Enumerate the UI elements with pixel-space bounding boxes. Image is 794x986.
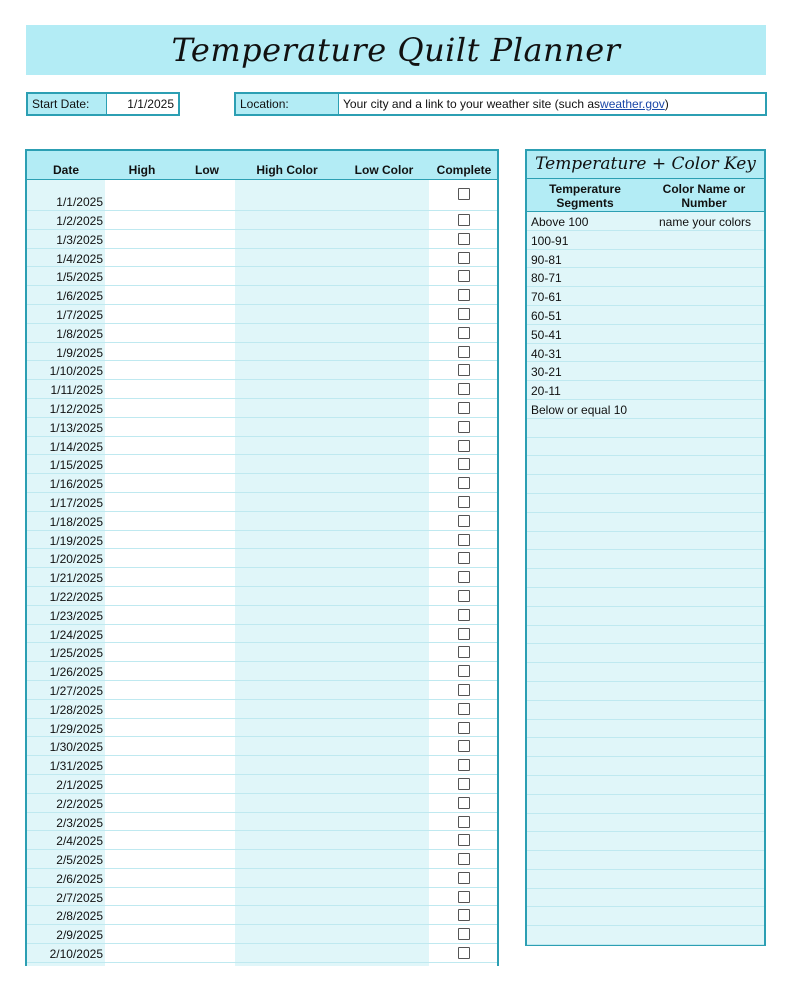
key-row [527, 494, 764, 513]
row-date: 1/12/2025 [49, 401, 103, 416]
title-bar [26, 25, 766, 75]
daily-temperature-table [25, 149, 499, 966]
complete-checkbox[interactable] [458, 440, 470, 452]
complete-checkbox[interactable] [458, 383, 470, 395]
row-date: 2/3/2025 [56, 815, 103, 830]
table-row [27, 512, 497, 531]
complete-checkbox[interactable] [458, 590, 470, 602]
table-row [27, 230, 497, 249]
table-row [27, 211, 497, 230]
key-segment: 30-21 [531, 365, 562, 380]
key-row [527, 644, 764, 663]
row-date: 2/1/2025 [56, 777, 103, 792]
complete-checkbox[interactable] [458, 327, 470, 339]
complete-checkbox[interactable] [458, 496, 470, 508]
header-date: Date [52, 163, 79, 177]
row-date: 1/7/2025 [56, 307, 103, 322]
table-row [27, 888, 497, 907]
complete-checkbox[interactable] [458, 458, 470, 470]
row-date: 1/23/2025 [49, 608, 103, 623]
key-row [527, 738, 764, 757]
row-date: 1/24/2025 [49, 627, 103, 642]
key-row [527, 663, 764, 682]
table-row [27, 361, 497, 380]
key-row [527, 851, 764, 870]
complete-checkbox[interactable] [458, 188, 470, 200]
table-row [27, 794, 497, 813]
table-row [27, 474, 497, 493]
key-row [527, 832, 764, 851]
row-date: 1/21/2025 [49, 571, 103, 586]
key-row [527, 720, 764, 739]
key-row [527, 231, 764, 250]
row-date: 1/22/2025 [49, 589, 103, 604]
table-row [27, 549, 497, 568]
complete-checkbox[interactable] [458, 684, 470, 696]
row-date: 1/13/2025 [49, 420, 103, 435]
key-row [527, 438, 764, 457]
header-low-color: Low Color [354, 163, 414, 177]
row-date: 1/4/2025 [56, 251, 103, 266]
row-date: 1/31/2025 [49, 759, 103, 774]
row-date: 1/29/2025 [49, 721, 103, 736]
row-date: 2/5/2025 [56, 853, 103, 868]
page-title: Temperature Quilt Planner [171, 31, 621, 69]
row-date: 1/15/2025 [49, 458, 103, 473]
complete-checkbox[interactable] [458, 665, 470, 677]
key-row [527, 776, 764, 795]
header-high: High [128, 163, 156, 177]
key-row [527, 212, 764, 231]
key-row [527, 400, 764, 419]
complete-checkbox[interactable] [458, 233, 470, 245]
key-row [527, 870, 764, 889]
complete-checkbox[interactable] [458, 628, 470, 640]
row-date: 2/9/2025 [56, 928, 103, 943]
row-date: 1/1/2025 [56, 195, 103, 209]
table-row [27, 568, 497, 587]
row-date: 1/19/2025 [49, 533, 103, 548]
table-row [27, 625, 497, 644]
row-date: 1/18/2025 [49, 514, 103, 529]
complete-checkbox[interactable] [458, 872, 470, 884]
complete-checkbox[interactable] [458, 909, 470, 921]
key-row [527, 607, 764, 626]
complete-checkbox[interactable] [458, 346, 470, 358]
key-row [527, 907, 764, 926]
row-date: 1/2/2025 [56, 214, 103, 228]
table-row [27, 380, 497, 399]
table-row [27, 681, 497, 700]
table-row [27, 850, 497, 869]
table-row [27, 756, 497, 775]
complete-checkbox[interactable] [458, 703, 470, 715]
table-row [27, 418, 497, 437]
complete-checkbox[interactable] [458, 571, 470, 583]
header-low: Low [195, 163, 219, 177]
header-complete: Complete [436, 163, 492, 177]
key-row [527, 682, 764, 701]
table-row [27, 813, 497, 832]
table-row [27, 662, 497, 681]
complete-checkbox[interactable] [458, 797, 470, 809]
key-header-color-name: Color Name or Number [662, 182, 746, 210]
key-row [527, 550, 764, 569]
row-date: 1/26/2025 [49, 665, 103, 680]
weather-link[interactable]: weather.gov [600, 97, 665, 111]
key-segment: 20-11 [531, 384, 561, 399]
table-row [27, 399, 497, 418]
key-row [527, 287, 764, 306]
key-segment: 70-61 [531, 290, 562, 305]
complete-checkbox[interactable] [458, 740, 470, 752]
complete-checkbox[interactable] [458, 289, 470, 301]
complete-checkbox[interactable] [458, 214, 470, 226]
complete-checkbox[interactable] [458, 252, 470, 264]
row-date: 1/6/2025 [56, 289, 103, 304]
table-row [27, 324, 497, 343]
row-date: 1/10/2025 [49, 364, 103, 379]
table-body [27, 179, 497, 963]
complete-checkbox[interactable] [458, 364, 470, 376]
table-row [27, 179, 497, 211]
table-row [27, 455, 497, 474]
row-date: 2/7/2025 [56, 890, 103, 905]
location-field [234, 92, 767, 116]
row-date: 2/8/2025 [56, 909, 103, 924]
row-date: 2/10/2025 [49, 947, 103, 962]
complete-checkbox[interactable] [458, 834, 470, 846]
row-date: 1/9/2025 [56, 345, 103, 360]
table-row [27, 305, 497, 324]
key-row [527, 757, 764, 776]
location-value[interactable] [339, 94, 765, 114]
location-text-suffix: ) [664, 97, 669, 111]
key-row [527, 513, 764, 532]
key-row [527, 250, 764, 269]
key-color-name[interactable]: name your colors [658, 215, 752, 229]
start-date-label: Start Date: [28, 94, 107, 114]
row-date: 1/3/2025 [56, 232, 103, 247]
table-header [27, 151, 497, 180]
table-row [27, 700, 497, 719]
row-date: 1/17/2025 [49, 495, 103, 510]
table-row [27, 719, 497, 738]
key-row [527, 889, 764, 908]
complete-checkbox[interactable] [458, 552, 470, 564]
key-row [527, 381, 764, 400]
complete-checkbox[interactable] [458, 759, 470, 771]
key-segment: 50-41 [531, 327, 562, 342]
header-high-color: High Color [256, 163, 318, 177]
table-row [27, 587, 497, 606]
table-row [27, 831, 497, 850]
key-row [527, 419, 764, 438]
row-date: 2/4/2025 [56, 834, 103, 849]
color-key-table [525, 149, 766, 946]
complete-checkbox[interactable] [458, 534, 470, 546]
table-row [27, 249, 497, 268]
key-header-segments: Temperature Segments [549, 182, 621, 210]
row-date: 1/14/2025 [49, 439, 103, 454]
row-date: 1/11/2025 [50, 383, 103, 398]
key-row [527, 268, 764, 287]
complete-checkbox[interactable] [458, 722, 470, 734]
row-date: 1/25/2025 [49, 646, 103, 661]
location-text-prefix: Your city and a link to your weather site (such as [343, 97, 601, 111]
key-row [527, 456, 764, 475]
key-row [527, 325, 764, 344]
key-segment: 60-51 [531, 308, 562, 323]
complete-checkbox[interactable] [458, 928, 470, 940]
complete-checkbox[interactable] [458, 308, 470, 320]
table-row [27, 906, 497, 925]
row-date: 1/27/2025 [49, 683, 103, 698]
row-date: 2/6/2025 [56, 871, 103, 886]
key-row [527, 814, 764, 833]
key-row [527, 701, 764, 720]
key-row [527, 626, 764, 645]
key-segment: Below or equal 10 [531, 402, 628, 417]
complete-checkbox[interactable] [458, 646, 470, 658]
location-label: Location: [236, 94, 339, 114]
complete-checkbox[interactable] [458, 609, 470, 621]
complete-checkbox[interactable] [458, 891, 470, 903]
key-row [527, 475, 764, 494]
key-segment: Above 100 [531, 215, 589, 229]
row-date: 1/8/2025 [56, 326, 103, 341]
table-row [27, 925, 497, 944]
row-date: 1/16/2025 [49, 477, 103, 492]
key-row [527, 795, 764, 814]
key-segment: 100-91 [531, 233, 569, 248]
table-row [27, 775, 497, 794]
key-row [527, 569, 764, 588]
complete-checkbox[interactable] [458, 947, 470, 959]
key-row [527, 344, 764, 363]
complete-checkbox[interactable] [458, 515, 470, 527]
key-header [527, 179, 764, 212]
complete-checkbox[interactable] [458, 816, 470, 828]
complete-checkbox[interactable] [458, 477, 470, 489]
start-date-field [26, 92, 180, 116]
table-row [27, 267, 497, 286]
key-segment: 90-81 [531, 252, 562, 267]
key-row [527, 532, 764, 551]
key-row [527, 588, 764, 607]
table-row [27, 643, 497, 662]
row-date: 1/20/2025 [49, 552, 103, 567]
complete-checkbox[interactable] [458, 778, 470, 790]
table-row [27, 944, 497, 963]
key-row [527, 362, 764, 381]
table-row [27, 531, 497, 550]
key-row [527, 306, 764, 325]
table-row [27, 286, 497, 305]
row-date: 1/5/2025 [56, 270, 103, 285]
row-date: 1/30/2025 [49, 740, 103, 755]
key-segment: 40-31 [531, 346, 562, 361]
table-row [27, 437, 497, 456]
complete-checkbox[interactable] [458, 402, 470, 414]
key-row [527, 926, 764, 945]
row-date: 1/28/2025 [49, 702, 103, 717]
complete-checkbox[interactable] [458, 853, 470, 865]
table-row [27, 343, 497, 362]
table-row [27, 493, 497, 512]
start-date-value[interactable]: 1/1/2025 [107, 94, 178, 114]
key-body [527, 212, 764, 945]
row-date: 2/2/2025 [56, 796, 103, 811]
table-row [27, 737, 497, 756]
key-segment: 80-71 [531, 271, 562, 286]
table-row [27, 606, 497, 625]
complete-checkbox[interactable] [458, 270, 470, 282]
complete-checkbox[interactable] [458, 421, 470, 433]
table-row [27, 869, 497, 888]
key-title: Temperature + Color Key [527, 151, 764, 179]
